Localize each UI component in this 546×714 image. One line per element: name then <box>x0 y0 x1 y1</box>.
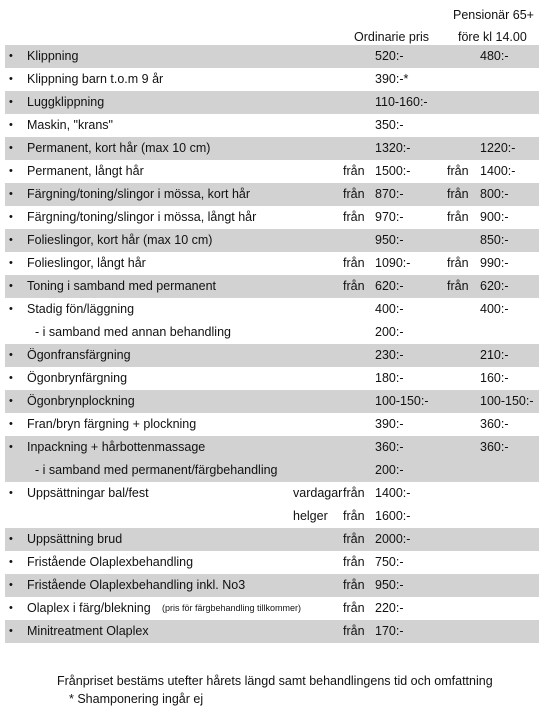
bullet-icon: • <box>9 257 13 269</box>
ordinary-price-column-header: Ordinarie pris <box>354 30 430 44</box>
ordinary-price: 2000:- <box>375 532 411 546</box>
pensioner-price: 210:- <box>480 348 509 362</box>
bullet-icon: • <box>9 372 13 384</box>
price-row <box>5 620 539 643</box>
from-label-ordinary: från <box>343 578 365 592</box>
from-label-pensioner: från <box>447 256 469 270</box>
from-label-ordinary: från <box>343 164 365 178</box>
day-qualifier: vardagar <box>293 486 343 500</box>
service-label: Uppsättningar bal/fest <box>27 486 149 500</box>
bullet-icon: • <box>9 487 13 499</box>
ordinary-price: 1600:- <box>375 509 411 523</box>
from-label-pensioner: från <box>447 210 469 224</box>
bullet-icon: • <box>9 418 13 430</box>
bullet-icon: • <box>9 303 13 315</box>
bullet-icon: • <box>9 556 13 568</box>
ordinary-price: 1500:- <box>375 164 411 178</box>
pensioner-price: 900:- <box>480 210 509 224</box>
price-list <box>5 45 539 643</box>
service-label: Inpackning + hårbottenmassage <box>27 440 206 454</box>
service-label: Färgning/toning/slingor i mössa, långt hår <box>27 210 257 224</box>
service-label: Folieslingor, långt hår <box>27 256 146 270</box>
price-row <box>5 252 539 275</box>
service-label: Klippning barn t.o.m 9 år <box>27 72 164 86</box>
service-note: (pris för färgbehandling tillkommer) <box>162 603 302 613</box>
ordinary-price: 170:- <box>375 624 404 638</box>
bullet-icon: • <box>9 96 13 108</box>
service-label: Ögonbrynplockning <box>27 394 135 408</box>
price-row <box>5 505 539 528</box>
price-row <box>5 321 539 344</box>
ordinary-price: 230:- <box>375 348 404 362</box>
from-label-ordinary: från <box>343 187 365 201</box>
ordinary-price: 390:-* <box>375 72 409 86</box>
service-label: Toning i samband med permanent <box>27 279 217 293</box>
price-row <box>5 344 539 367</box>
footnote-from-price: Frånpriset bestäms utefter hårets längd samt behandlingens tid och omfattning <box>57 674 493 688</box>
price-row <box>5 574 539 597</box>
from-label-pensioner: från <box>447 187 469 201</box>
from-label-ordinary: från <box>343 532 365 546</box>
price-row <box>5 160 539 183</box>
from-label-ordinary: från <box>343 624 365 638</box>
price-row <box>5 367 539 390</box>
pensioner-price: 360:- <box>480 440 509 454</box>
before-time-column-header: före kl 14.00 <box>458 30 527 44</box>
from-label-ordinary: från <box>343 509 365 523</box>
service-label: - i samband med permanent/färgbehandling <box>35 463 278 477</box>
ordinary-price: 750:- <box>375 555 404 569</box>
from-label-pensioner: från <box>447 279 469 293</box>
service-label: Färgning/toning/slingor i mössa, kort hår <box>27 187 251 201</box>
price-row <box>5 206 539 229</box>
from-label-ordinary: från <box>343 210 365 224</box>
service-label: Folieslingor, kort hår (max 10 cm) <box>27 233 213 247</box>
ordinary-price: 100-150:- <box>375 394 429 408</box>
price-row <box>5 183 539 206</box>
pensioner-price: 1400:- <box>480 164 516 178</box>
ordinary-price: 200:- <box>375 325 404 339</box>
ordinary-price: 520:- <box>375 49 404 63</box>
ordinary-price: 220:- <box>375 601 404 615</box>
bullet-icon: • <box>9 211 13 223</box>
price-row <box>5 551 539 574</box>
pensioner-price: 400:- <box>480 302 509 316</box>
ordinary-price: 200:- <box>375 463 404 477</box>
bullet-icon: • <box>9 579 13 591</box>
price-row <box>5 91 539 114</box>
bullet-icon: • <box>9 73 13 85</box>
ordinary-price: 110-160:- <box>375 95 428 109</box>
price-row <box>5 68 539 91</box>
price-row <box>5 413 539 436</box>
pensioner-price: 990:- <box>480 256 509 270</box>
price-row <box>5 459 539 482</box>
price-row <box>5 45 539 68</box>
ordinary-price: 970:- <box>375 210 404 224</box>
service-label: Olaplex i färg/blekning <box>27 601 151 615</box>
pensioner-price: 100-150:- <box>480 394 534 408</box>
ordinary-price: 1090:- <box>375 256 411 270</box>
ordinary-price: 950:- <box>375 578 404 592</box>
from-label-ordinary: från <box>343 486 365 500</box>
price-row <box>5 597 539 620</box>
from-label-pensioner: från <box>447 164 469 178</box>
from-label-ordinary: från <box>343 601 365 615</box>
price-row <box>5 137 539 160</box>
service-label: Permanent, långt hår <box>27 164 144 178</box>
bullet-icon: • <box>9 234 13 246</box>
ordinary-price: 390:- <box>375 417 404 431</box>
bullet-icon: • <box>9 441 13 453</box>
bullet-icon: • <box>9 165 13 177</box>
ordinary-price: 1400:- <box>375 486 411 500</box>
ordinary-price: 870:- <box>375 187 404 201</box>
bullet-icon: • <box>9 395 13 407</box>
day-qualifier: helger <box>293 509 328 523</box>
price-row <box>5 390 539 413</box>
price-row <box>5 229 539 252</box>
from-label-ordinary: från <box>343 555 365 569</box>
service-label: Maskin, "krans" <box>27 118 113 132</box>
bullet-icon: • <box>9 349 13 361</box>
bullet-icon: • <box>9 533 13 545</box>
ordinary-price: 620:- <box>375 279 404 293</box>
ordinary-price: 180:- <box>375 371 404 385</box>
service-label: Stadig fön/läggning <box>27 302 135 316</box>
price-row <box>5 436 539 459</box>
service-label: Klippning <box>27 49 79 63</box>
pensioner-price: 620:- <box>480 279 509 293</box>
from-label-ordinary: från <box>343 256 365 270</box>
pensioner-column-header: Pensionär 65+ <box>453 8 534 22</box>
bullet-icon: • <box>9 50 13 62</box>
pensioner-price: 1220:- <box>480 141 516 155</box>
bullet-icon: • <box>9 280 13 292</box>
pensioner-price: 850:- <box>480 233 509 247</box>
bullet-icon: • <box>9 625 13 637</box>
ordinary-price: 350:- <box>375 118 404 132</box>
bullet-icon: • <box>9 188 13 200</box>
service-label: Permanent, kort hår (max 10 cm) <box>27 141 211 155</box>
footnote-shampoo: * Shamponering ingår ej <box>69 692 204 706</box>
ordinary-price: 360:- <box>375 440 404 454</box>
price-row <box>5 275 539 298</box>
service-label: Uppsättning brud <box>27 532 123 546</box>
service-label: Ögonbrynfärgning <box>27 371 128 385</box>
pensioner-price: 360:- <box>480 417 509 431</box>
pensioner-price: 800:- <box>480 187 509 201</box>
service-label: Fristående Olaplexbehandling inkl. No3 <box>27 578 246 592</box>
ordinary-price: 950:- <box>375 233 404 247</box>
service-label: Luggklippning <box>27 95 105 109</box>
bullet-icon: • <box>9 119 13 131</box>
price-row <box>5 528 539 551</box>
price-row <box>5 482 539 505</box>
price-row <box>5 298 539 321</box>
pensioner-price: 160:- <box>480 371 509 385</box>
bullet-icon: • <box>9 142 13 154</box>
price-row <box>5 114 539 137</box>
service-label: Ögonfransfärgning <box>27 348 131 362</box>
from-label-ordinary: från <box>343 279 365 293</box>
service-label: Fristående Olaplexbehandling <box>27 555 194 569</box>
service-label: Minitreatment Olaplex <box>27 624 149 638</box>
ordinary-price: 400:- <box>375 302 404 316</box>
ordinary-price: 1320:- <box>375 141 411 155</box>
pensioner-price: 480:- <box>480 49 509 63</box>
service-label: - i samband med annan behandling <box>35 325 231 339</box>
service-label: Fran/bryn färgning + plockning <box>27 417 197 431</box>
bullet-icon: • <box>9 602 13 614</box>
